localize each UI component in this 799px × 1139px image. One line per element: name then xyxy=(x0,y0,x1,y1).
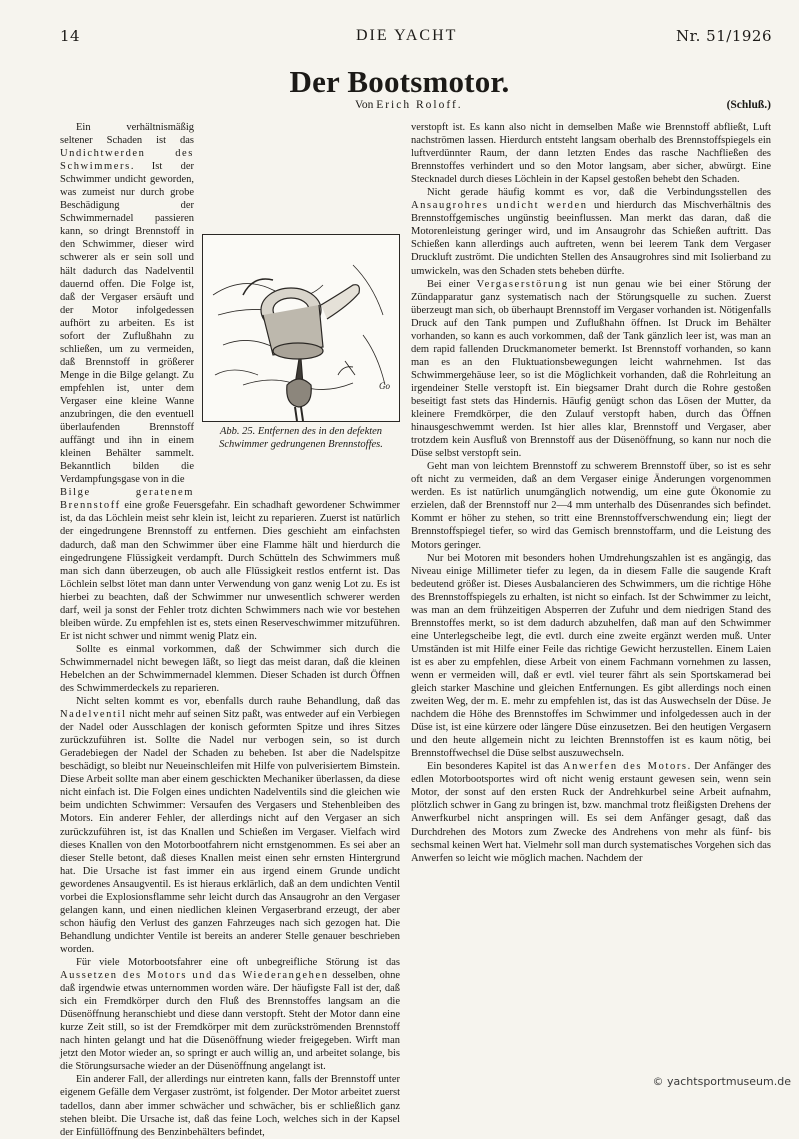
paragraph: verstopft ist. Es kann also nicht in demselben Maße wie Brennstoff abfließt, Luft nachströmen lassen. Hierdurch entsteht langsam oberhalb des Brennstoffspiegels ein luftverdünnter Raum, der dann letzten Endes das rasche Nachfließen des Brennstoffes verhindert und so den Motor langsam, aber sicher, abwürgt. Eine Stecknadel durch dieses Löchlein in der Kapsel gestoßen behebt den Schaden. xyxy=(411,122,771,186)
figure-illustration xyxy=(202,234,400,422)
caption-text: Abb. 25. Entfernen des in den defekten Schwimmer gedrungenen Brennstoffes. xyxy=(219,426,383,450)
paragraph: Ein anderer Fall, der allerdings nur eintreten kann, falls der Brennstoff unter eigenem Gefälle dem Vergaser zuströmt, ist folgender. Der Motor arbeitet zuerst tadellos, dann aber immer schwächer und schwächer, bis er schließlich ganz stehen bleibt. Die Ursache ist, daß das feine Loch, welches sich in der Kapsel der Einfüllöffnung des Benzinbehälters befindet, xyxy=(60,1074,400,1138)
illustrator-signature: Go xyxy=(379,381,390,391)
paragraph: Nicht gerade häufig kommt es vor, daß die Verbindungsstellen des Ansaugrohres undicht werden und hierdurch das Mischverhältnis des Brennstoffgemisches ungünstig beeinflussen. Man merkt das daran, daß die Motorenleistung geringer wird, und im Ansaugrohr das Schießen auftritt. Das Schießen kann allerdings auch auftreten, wenn bei leerem Tank dem Vergaser Druckluft zuströmt. Die undichten Stellen des Ansaugrohres sind mit Isolierband zu umwickeln, was den Schaden stets beheben dürfte. xyxy=(411,187,771,277)
figure-caption xyxy=(202,381,400,451)
article-title: Der Bootsmotor. xyxy=(289,64,510,99)
byline-prefix: Von xyxy=(355,99,374,111)
author-name: Erich Roloff. xyxy=(376,99,463,111)
page-number: 14 xyxy=(60,27,81,45)
paragraph: Nicht selten kommt es vor, ebenfalls durch rauhe Behandlung, daß das Nadelventil nicht mehr auf seinen Sitz paßt, was entweder auf ein Verbiegen der Nadel oder Ausschlagen der konisch geformten Spitze und ihres Sitzes zurückzuführen ist. Sollte die Nadel nur verbogen sein, so ist durch Geradebiegen der Nadel der Schaden zu beheben. Ist aber die Nadelspitze beschädigt, so bleibt nur Neueinschleifen mit Hilfe von pulverisiertem Bimstein. Diese Arbeit sollte man aber einem geschickten Mechaniker überlassen, da diese nicht einfach ist. Die Folgen eines undichten Nadelventils sind die gleichen wie beim undichten Schwimmer: Versaufen des Vergasers und Stehenbleiben des Motors. Ein anderer Fehler, der allerdings nicht auf den Vergaser an sich zurückzuführen ist, ist das Knallen und Schießen im Vergaser. Vielfach wird dieses Knallen von den Motorbootfahrern nicht ernstgenommen. Es sei aber an dieser Stelle betont, daß dieses Knallen meist einen sehr ernsten Hintergrund hat. Die Ursache ist fast immer ein aus irgend einem Grunde undicht gewordenes Ansaugventil. Es ist hieraus erklärlich, daß an dem undichten Ventil vorbei die Explosionsflamme sehr leicht durch das Ansaugrohr an den Vergaser gelangen kann, und einen niedlichen kleinen Vergaserbrand erzeugt, der aber schon häufig den Verlust des ganzen Fahrzeuges nach sich gezogen hat. Die Behandlung undichter Ventile ist bereits an anderer Stelle genauer beschrieben worden. xyxy=(60,696,400,955)
paragraph: Geht man von leichtem Brennstoff zu schwerem Brennstoff über, so ist es sehr oft nicht zu vermeiden, daß an dem Vergaser einige Änderungen vorgenommen werden. Es ist natürlich unumgänglich notwendig, um eine gute Ökonomie zu erzielen, daß der Brennstoff nur 2—4 mm unterhalb des Düsenrandes sich befindet. Kommt er höher zu stehen, so tritt eine Brennstoffverschwendung ein; liegt der Brennstoffspiegel tiefer, so wird das Gemisch brennstoffarm, und die Leistung des Motors geringer. xyxy=(411,461,771,551)
right-column xyxy=(411,121,771,1077)
figure xyxy=(202,234,400,487)
issue-number: Nr. 51/1926 xyxy=(676,27,772,45)
paragraph: Bilge geratenem Brennstoff eine große Feuersgefahr. Ein schadhaft gewordener Schwimmer ist, da das Löchlein meist sehr klein ist, leicht zu reparieren. Zuerst ist natürlich der eingedrungene Brennstoff zu entfernen. Dies geschieht am einfachsten dadurch, daß man den Schwimmer über eine Flamme hält und hierdurch die eingedrungene Flüssigkeit verdampft. Durch Schütteln des Schwimmers muß man sich dann überzeugen, ob auch alle Flüssigkeit restlos entfernt ist. Das Löchlein selbst lötet man dann unter Verwendung von ganz wenig Lot zu. Es ist hierbei zu beachten, daß der Schwimmer nur unwesentlich schwerer werden darf, weil ja sonst der Fehler trotz dichten Schwimmers nach wie vor bestehen bleiben würde. Zu empfehlen ist es, stets einen Reserveschwimmer mitzuführen. Er ist nicht schwer und nimmt wenig Platz ein. xyxy=(60,487,400,642)
paragraph: Ein besonderes Kapitel ist das Anwerfen des Motors. Der Anfänger des edlen Motorbootsportes wird oft nicht wenig erstaunt gewesen sein, wenn sein Motor, der sonst auf den ersten Ruck der Andrehkurbel seine Arbeit aufnahm, plötzlich schwer in Gang zu bringen ist, bzw. manchmal trotz fleißigsten Drehens der Anwerfkurbel nicht anspringen will. Es sei dem Anfänger gesagt, daß das Durchdrehen des Motors zum Zwecke des Andrehens von mehr als fünf- bis sechsmal keinen Wert hat. Vielmehr soll man durch systematisches Vorgehen sich das Anwerfen so leicht wie möglich machen. Nachdem der xyxy=(411,761,771,864)
continuation-note: (Schluß.) xyxy=(726,99,771,111)
paragraph: Für viele Motorbootsfahrer eine oft unbegreifliche Störung ist das Aussetzen des Motors und das Wiederangehen desselben, ohne daß irgendwie etwas unternommen worden wäre. Der häufigste Fall ist der, daß sich ein Fremdkörper durch den Fluß des Brennstoffes langsam an die Düsenöffnung heranschiebt und diese dann verstopft. Steht der Motor dann eine kurze Zeit still, so ist der Fremdkörper mit dem zurückströmenden Brennstoff nach hinten gelangt und hat die Düsenöffnung wieder freigegeben. Wirft man jetzt den Motor wieder an, so springt er auch willig an, und arbeitet solange, bis die Störungsursache wieder an der Düsenöffnung angelangt ist. xyxy=(60,957,401,1073)
magazine-title: DIE YACHT xyxy=(356,27,458,44)
watermark: © yachtsportmuseum.de xyxy=(652,1075,791,1088)
paragraph: Bei einer Vergaserstörung ist nun genau wie bei einer Störung der Zündapparatur ganz systematisch nach der Störungsquelle zu suchen. Zuerst überzeugt man sich, ob überhaupt Brennstoff im Vergaser vorhanden ist. Nötigenfalls Druck auf den Tank pumpen und Zuflußhahn öffnen. Ist Druck im Behälter vorhanden, so kann es auch vorkommen, daß der Tank gänzlich leer ist, was man an dem rapid fallenden Druckmanometer bemerkt. Ist Brennstoff vorhanden, so kann man es an den Fluktuationsbewegungen leicht wahrnehmen. Ist das Schwimmergehäuse leer, so ist die Möglichkeit vorhanden, daß die Rohrleitung an irgendeiner Stelle verstopft ist. Ein biegsamer Draht durch die Rohre gestoßen beseitigt fast stets das Hindernis. Häufig genügt schon das Lösen der Mutter, da kleinere Fremdkörper, die den Zulauf verstopft haben, durch das Öffnen hinausgeschwemmt werden. Ist hier alles klar, Brennstoff und Vergaser, aber trotzdem kein Ausfluß von Brennstoff aus der Düsenöffnung, so kann nur noch die Düse selbst verstopft sein. xyxy=(411,278,771,460)
float-repair-drawing xyxy=(203,235,399,421)
paragraph: Nur bei Motoren mit besonders hohen Umdrehungszahlen ist es angängig, das Niveau einige Millimeter tiefer zu legen, da in diesem Falle die saugende Kraft bedeutend größer ist. Dieses Ausbalancieren des Schwimmers, um die richtige Höhe des Brennstoffspiegels zu erhalten, ist nicht so einfach. Ist der Schwimmer zu leicht, was man an dem frühzeitigen Absperren der Zufuhr und dem niedrigen Stand des Brennstoffes merkt, so ist dem dadurch abzuhelfen, daß man auf den Schwimmer eine Unterlegscheibe legt, die evtl. durch eine zweite ergänzt werden muß. Unter Umständen ist mit Hilfe einer Feile das richtige Gewicht herzustellen. Einem Laien ist es aber zu empfehlen, diese Arbeit von einem Fachmann vornehmen zu lassen, wenn er vermeiden will, daß er evtl. viel teurer fährt als sein Sportskamerad bei gleich starker Maschine und gleichen Entfernungen. Es gibt allerdings noch einen zweiten Weg, der m. E. mehr zu empfehlen ist, das ist das Auswechseln der Düse. Je nachdem die Höhe des Brennstoffes im Schwimmer und infolgedessen auch in der Düse ist, ist eine kürzere oder längere Düse einzusetzen. Bei den heutigen Vergasern und den heute allgemein nicht zu leichten Brennstoffen ist es kaum nötig, bei Brennstoffwechsel die Düse selbst auszuwechseln. xyxy=(411,552,771,760)
paragraph: Ein verhältnismäßig seltener Schaden ist das Undichtwerden des Schwimmers. Ist der Schwimmer undicht geworden, was zumeist nur durch grobe Beschädigung der Schwimmernadel passieren kann, so dringt Brennstoff in den Schwimmer, dieser wird schwerer als er sein soll und hält dadurch das Nadelventil dauernd offen. Die Folge ist, daß der Vergaser ersäuft und der Motor infolgedessen aufhört zu arbeiten. Es ist sofort der Zuflußhahn zu schließen, um zu vermeiden, daß Brennstoff in größerer Menge in die Bilge gelangt. Zu empfehlen ist, unter dem Vergaser eine kleine Wanne anzubringen, die den eventuell überlaufenden Brennstoff auffängt und ihn in einem kleinen Behälter sammelt. Bekanntlich bilden die Verdampfungsgase von in die xyxy=(60,122,194,486)
paragraph: Sollte es einmal vorkommen, daß der Schwimmer sich durch die Schwimmernadel nicht bewegen läßt, so liegt das meist daran, daß die kleinen Hebelchen an der Schwimmernadel klemmen. Dieser Schaden ist durch Öffnen des Schwimmerdeckels zu reparieren. xyxy=(60,643,400,695)
byline xyxy=(355,99,463,111)
left-column xyxy=(60,121,401,1138)
